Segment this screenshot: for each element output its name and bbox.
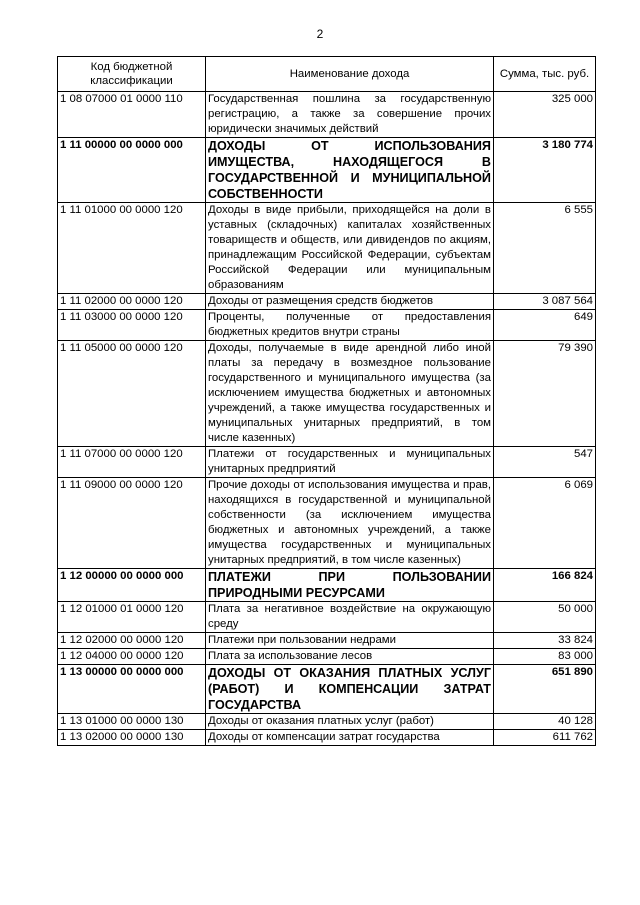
row-sum: 3 180 774 xyxy=(494,138,596,203)
revenue-table xyxy=(57,56,596,746)
row-name: Государственная пошлина за государственную регистрацию, а также за совершение прочих юридически значимых действий xyxy=(206,92,494,138)
row-code: 1 11 07000 00 0000 120 xyxy=(58,447,206,478)
row-sum: 651 890 xyxy=(494,665,596,714)
table-header-row xyxy=(58,57,596,92)
row-name: Платежи при пользовании недрами xyxy=(206,633,494,649)
row-code: 1 13 01000 00 0000 130 xyxy=(58,714,206,730)
row-code: 1 11 00000 00 0000 000 xyxy=(58,138,206,203)
row-name: Доходы от размещения средств бюджетов xyxy=(206,294,494,310)
row-name: Плата за негативное воздействие на окружающую среду xyxy=(206,602,494,633)
row-name: Проценты, полученные от предоставления бюджетных кредитов внутри страны xyxy=(206,310,494,341)
row-code: 1 12 02000 00 0000 120 xyxy=(58,633,206,649)
row-code: 1 08 07000 01 0000 110 xyxy=(58,92,206,138)
row-code: 1 11 01000 00 0000 120 xyxy=(58,203,206,294)
table-row xyxy=(58,649,596,665)
page-number: 2 xyxy=(316,27,324,41)
table-row xyxy=(58,341,596,447)
row-name: ПЛАТЕЖИ ПРИ ПОЛЬЗОВАНИИ ПРИРОДНЫМИ РЕСУРСАМИ xyxy=(206,569,494,602)
row-sum: 611 762 xyxy=(494,730,596,746)
row-sum: 6 555 xyxy=(494,203,596,294)
row-sum: 3 087 564 xyxy=(494,294,596,310)
row-sum: 50 000 xyxy=(494,602,596,633)
row-code: 1 11 09000 00 0000 120 xyxy=(58,478,206,569)
row-name: ДОХОДЫ ОТ ИСПОЛЬЗОВАНИЯ ИМУЩЕСТВА, НАХОДЯЩЕГОСЯ В ГОСУДАРСТВЕННОЙ И МУНИЦИПАЛЬНОЙ СОБСТВЕННОСТИ xyxy=(206,138,494,203)
row-name: Плата за использование лесов xyxy=(206,649,494,665)
table-row xyxy=(58,478,596,569)
row-code: 1 11 02000 00 0000 120 xyxy=(58,294,206,310)
header-sum: Сумма, тыс. руб. xyxy=(494,57,596,92)
table-row xyxy=(58,714,596,730)
table-row xyxy=(58,92,596,138)
table-row xyxy=(58,602,596,633)
row-code: 1 12 01000 01 0000 120 xyxy=(58,602,206,633)
row-code: 1 11 05000 00 0000 120 xyxy=(58,341,206,447)
table-row xyxy=(58,730,596,746)
row-sum: 325 000 xyxy=(494,92,596,138)
row-code: 1 13 02000 00 0000 130 xyxy=(58,730,206,746)
table-row xyxy=(58,569,596,602)
table-row xyxy=(58,310,596,341)
row-name: Платежи от государственных и муниципальных унитарных предприятий xyxy=(206,447,494,478)
row-code: 1 12 00000 00 0000 000 xyxy=(58,569,206,602)
row-name: Доходы от оказания платных услуг (работ) xyxy=(206,714,494,730)
row-sum: 166 824 xyxy=(494,569,596,602)
row-sum: 649 xyxy=(494,310,596,341)
row-code: 1 13 00000 00 0000 000 xyxy=(58,665,206,714)
row-name: Доходы от компенсации затрат государства xyxy=(206,730,494,746)
row-name: ДОХОДЫ ОТ ОКАЗАНИЯ ПЛАТНЫХ УСЛУГ (РАБОТ) И КОМПЕНСАЦИИ ЗАТРАТ ГОСУДАРСТВА xyxy=(206,665,494,714)
row-sum: 33 824 xyxy=(494,633,596,649)
row-name: Доходы в виде прибыли, приходящейся на доли в уставных (складочных) капиталах хозяйственных товариществ и обществ, или дивидендов по акциям, принадлежащим Российской Федерации, субъектам Российской Федерации или муниципальным образованиям xyxy=(206,203,494,294)
row-sum: 40 128 xyxy=(494,714,596,730)
row-name: Прочие доходы от использования имущества и прав, находящихся в государственной и муниципальной собственности (за исключением имущества бюджетных и автономных учреждений, а также имущества государственных и муниципальных унитарных предприятий, в том числе казенных) xyxy=(206,478,494,569)
table-row xyxy=(58,138,596,203)
row-sum: 547 xyxy=(494,447,596,478)
header-code: Код бюджетной классификации xyxy=(58,57,206,92)
table-row xyxy=(58,665,596,714)
row-sum: 83 000 xyxy=(494,649,596,665)
table-row xyxy=(58,447,596,478)
row-code: 1 12 04000 00 0000 120 xyxy=(58,649,206,665)
table-row xyxy=(58,633,596,649)
row-sum: 79 390 xyxy=(494,341,596,447)
row-name: Доходы, получаемые в виде арендной либо иной платы за передачу в возмездное пользование государственного и муниципального имущества (за исключением имущества бюджетных и автономных учреждений, а также имущества государственных и муниципальных унитарных предприятий, в том числе казенных) xyxy=(206,341,494,447)
table-row xyxy=(58,294,596,310)
row-sum: 6 069 xyxy=(494,478,596,569)
header-name: Наименование дохода xyxy=(206,57,494,92)
row-code: 1 11 03000 00 0000 120 xyxy=(58,310,206,341)
table-row xyxy=(58,203,596,294)
